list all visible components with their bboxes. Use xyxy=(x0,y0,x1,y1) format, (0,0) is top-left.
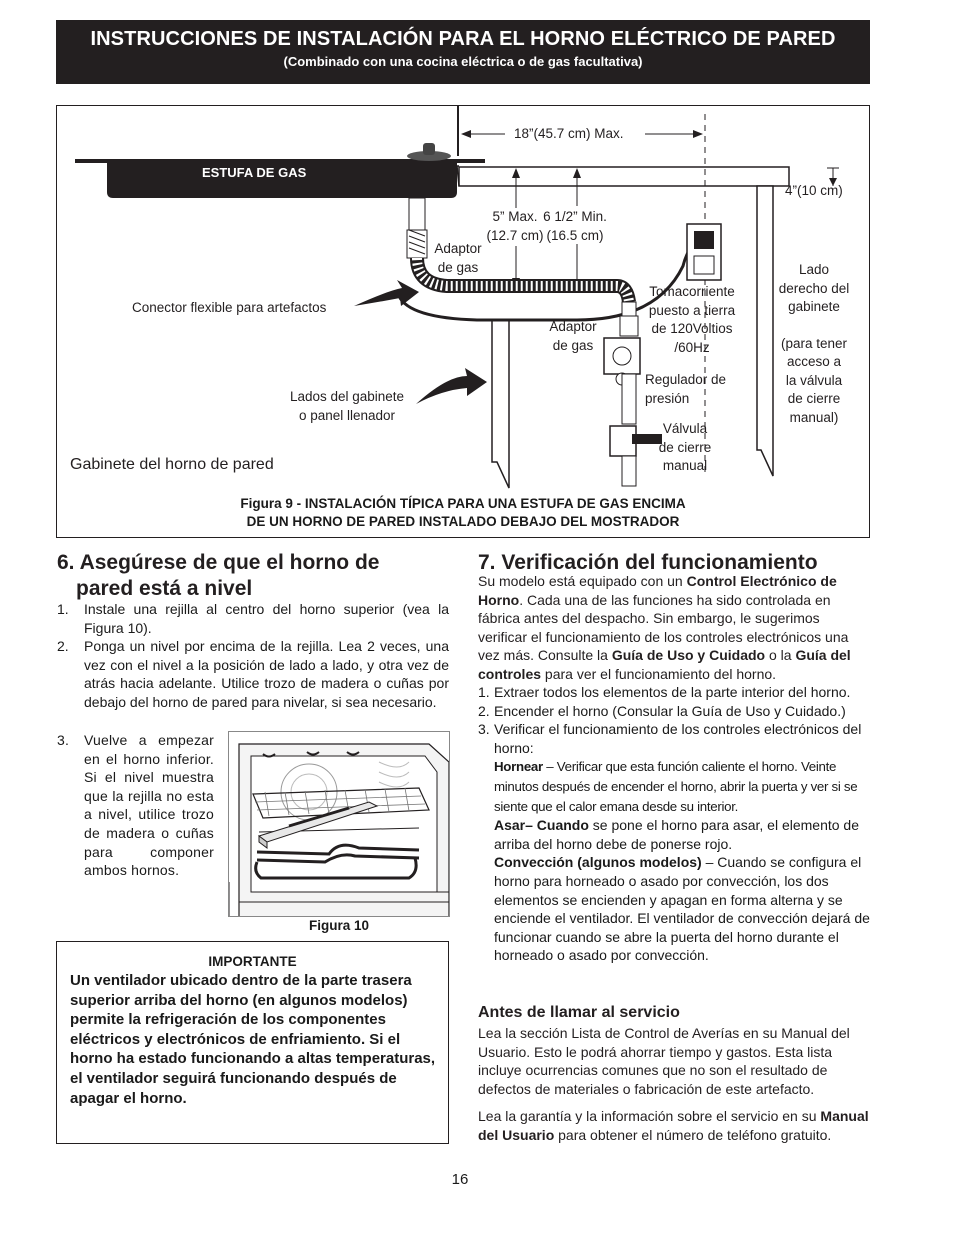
outlet-label xyxy=(635,283,749,357)
cabinet-sides-label xyxy=(277,388,417,425)
step-number: 2. xyxy=(478,702,490,719)
service-p2-manual: Manual del Usuario xyxy=(478,1108,869,1143)
intro-bold-guide: Guía de Uso y Cuidado xyxy=(611,647,766,664)
bake-check xyxy=(478,757,870,816)
cabinet-right-line3: gabinete xyxy=(788,299,840,314)
regulator-label xyxy=(645,371,726,408)
intro-bold-control: Control Electrónico de Horno xyxy=(478,573,837,608)
valve-label xyxy=(652,420,718,476)
intro-text-1: Su modelo está equipado con un xyxy=(478,573,687,589)
figure-10-image xyxy=(228,731,450,917)
step-number: 1. xyxy=(478,684,490,700)
gas-adapter-top-label xyxy=(425,240,491,277)
figure-9 xyxy=(56,105,870,538)
intro-bold-controls-guide: Guía del controles xyxy=(478,647,851,682)
important-notice xyxy=(56,941,449,1144)
valve-line3: manual xyxy=(662,458,708,473)
section-6-step-1 xyxy=(57,600,449,637)
convection-check xyxy=(478,853,870,965)
section-7-heading: 7. Verificación del funcionamiento xyxy=(478,551,818,574)
step-number: 3. xyxy=(57,732,70,748)
dim-5in-line2: (12.7 cm) xyxy=(486,227,544,243)
valve-line2: de cierre xyxy=(658,439,712,455)
step-text: Ponga un nivel por encima de la rejilla. Lea 2 veces, una vez con el nivel a la posición de lado a lado, y otra vez de atrás hacia adelante. Utilice trozo de madera o cuñas por debajo del horno de pared para nivelar, si sea necesario. xyxy=(84,638,449,710)
step-number: 1. xyxy=(57,601,69,617)
dim-6in-line2: (16.5 cm) xyxy=(546,227,604,243)
oven-cabinet-label: Gabinete del horno de pared xyxy=(70,456,274,473)
service-p2-text-2: para obtener el número de teléfono gratuito. xyxy=(554,1126,832,1143)
intro-text-3: o la xyxy=(765,647,796,664)
broil-text: se pone el horno para asar, el elemento de arriba del horno debe de ponerse rojo. xyxy=(494,817,859,852)
step-text: Vuelve a empezar en el horno inferior. Si el nivel muestra que la rejilla no esta a nivel, utilice trozo de madera o cuñas para componer ambos hornos. xyxy=(84,732,214,879)
bake-text: – Verificar que esta función caliente el horno. Veinte minutos después de encender el horno, abrir la puerta y ver si se siente que el calor emana desde su interior. xyxy=(494,759,858,814)
convection-label: Convección (algunos modelos) xyxy=(494,854,702,871)
service-paragraph-1: Lea la sección Lista de Control de Averías en su Manual del Usuario. Esto le podrá ahorrar tiempo y gastos. Esta lista incluye ocurrencias comunes que no son el resultado de defectos de materiales o fabricación de este artefacto. xyxy=(478,1025,850,1097)
intro-text-4: para ver el funcionamiento del horno. xyxy=(541,665,777,682)
service-paragraph-2 xyxy=(478,1107,870,1144)
section-6-heading-line2: pared está a nivel xyxy=(76,577,253,600)
section-6-heading-line1: 6. Asegúrese de que el horno de xyxy=(57,551,380,574)
service-heading: Antes de llamar al servicio xyxy=(478,1004,680,1021)
section-6-step-3-block xyxy=(57,731,214,880)
valve-line1: Válvula xyxy=(662,421,708,436)
section-6-heading xyxy=(57,550,379,602)
section-7-step-2 xyxy=(478,702,870,721)
cabinet-right-line4: (para tener xyxy=(780,335,848,351)
gas-adapter-top-line1: Adaptor xyxy=(434,241,482,256)
section-7-step-1 xyxy=(478,683,870,702)
gas-adapter-bottom-line1: Adaptor xyxy=(549,319,597,334)
section-6-step-3 xyxy=(57,731,214,880)
step-number: 3. xyxy=(478,721,490,738)
cabinet-sides-line2: o panel llenador xyxy=(298,407,396,423)
dim-5in-line1: 5” Max. xyxy=(492,209,538,224)
important-title: IMPORTANTE xyxy=(208,954,297,969)
page-title: INSTRUCCIONES DE INSTALACIÓN PARA EL HORNO ELÉCTRICO DE PARED xyxy=(90,28,836,50)
gas-adapter-bottom-line2: de gas xyxy=(552,337,594,353)
service-p2-text-1: Lea la garantía y la información sobre el servicio en su xyxy=(478,1108,821,1124)
gas-adapter-top-line2: de gas xyxy=(437,259,479,275)
dim-6in xyxy=(525,208,625,245)
section-7-steps xyxy=(478,683,870,965)
step-text: Encender el horno (Consular la Guía de Uso y Cuidado.) xyxy=(494,702,846,719)
step-text: Instale una rejilla al centro del horno superior (vea la Figura 10). xyxy=(84,601,449,636)
step-text: Extraer todos los elementos de la parte interior del horno. xyxy=(494,684,851,700)
cabinet-right-line8: manual) xyxy=(789,409,839,425)
section-6-step-2 xyxy=(57,637,449,711)
flex-connector-label: Conector flexible para artefactos xyxy=(132,300,327,315)
outlet-line1: Tomacorriente xyxy=(649,284,735,299)
page-header-banner xyxy=(56,20,870,84)
bake-label: Hornear xyxy=(494,759,543,775)
section-6-steps-1-2 xyxy=(57,600,449,712)
dim-18in: 18”(45.7 cm) Max. xyxy=(514,126,624,141)
figure-9-caption-line1: Figura 9 - INSTALACIÓN TÍPICA PARA UNA ESTUFA DE GAS ENCIMA xyxy=(240,496,686,511)
regulator-line1: Regulador de xyxy=(645,372,727,387)
cabinet-right-line5: acceso a xyxy=(786,354,842,369)
section-7-intro xyxy=(478,572,870,684)
cabinet-right-line6: la válvula xyxy=(785,372,843,388)
cabinet-right-label xyxy=(771,261,857,427)
dim-6in-line1: 6 1/2” Min. xyxy=(543,209,607,224)
page-number: 16 xyxy=(451,1171,469,1188)
figure-9-caption xyxy=(57,495,869,531)
broil-check xyxy=(478,816,870,853)
step-text: Verificar el funcionamiento de los controles electrónicos del horno: xyxy=(494,721,862,756)
cabinet-sides-line1: Lados del gabinete xyxy=(289,389,405,404)
oven-rack-illustration xyxy=(229,732,450,917)
figure-10-caption: Figura 10 xyxy=(308,918,370,933)
outlet-line4: /60Hz xyxy=(674,339,710,355)
broil-label: Asar– Cuando xyxy=(494,817,589,834)
convection-text: – Cuando se configura el horno para horneado o asado por convección, los dos elementos se encienden y apagan en forma alterna y se enciende el ventilador. El ventilador de convección dejará de funcionar cuando se abre la puerta del horno durante el horneado o asado por convección. xyxy=(494,854,870,964)
important-body: Un ventilador ubicado dentro de la parte trasera superior arriba del horno (en algunos modelos) permite la refrigeración de los componentes eléctricos y electrónicos de enfriamiento. Si el horno ha estado funcionando a altas temperaturas, el ventilador seguirá funcionando después de apagar el horno. xyxy=(70,972,436,1107)
dim-4in: 4”(10 cm) xyxy=(785,183,843,198)
cabinet-right-line1: Lado xyxy=(798,262,830,277)
cabinet-right-line2: derecho del xyxy=(778,280,850,296)
page-subtitle: (Combinado con una cocina eléctrica o de gas facultativa) xyxy=(283,54,643,69)
figure-9-caption-line2: DE UN HORNO DE PARED INSTALADO DEBAJO DEL MOSTRADOR xyxy=(246,514,680,529)
stove-label: ESTUFA DE GAS xyxy=(202,165,307,180)
outlet-line3: de 120Voltios xyxy=(651,321,733,336)
outlet-line2: puesto a tierra xyxy=(648,302,736,318)
gas-adapter-bottom-label xyxy=(541,318,605,355)
regulator-line2: presión xyxy=(645,390,690,406)
section-7-step-3 xyxy=(478,720,870,757)
cabinet-right-line7: de cierre xyxy=(787,391,841,406)
intro-text-2: . Cada una de las funciones ha sido controlada en fábrica antes del despacho. Sin embargo, le sugerimos verificar el funcionamiento de los controles electrónicos una vez más. Consulte la xyxy=(478,591,849,664)
step-number: 2. xyxy=(57,638,69,655)
